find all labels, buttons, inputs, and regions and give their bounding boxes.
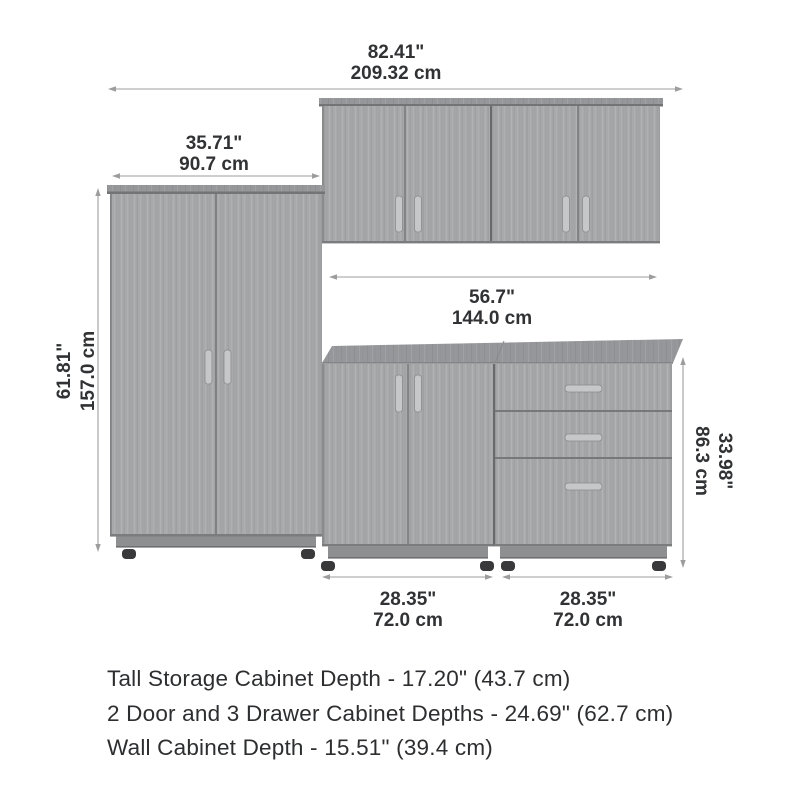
dim-label-cm: 72.0 cm [553, 610, 623, 631]
drawer-handle [565, 483, 602, 490]
dim-arrow [112, 173, 120, 178]
dim-center-span-width [329, 274, 657, 329]
drawer-handle [565, 385, 602, 392]
drawer-handle [565, 434, 602, 441]
tall-cabinet-top-shadow [107, 192, 325, 195]
tall-cabinet-right-edge [320, 194, 322, 536]
wall-cabinet-top-panel [319, 98, 663, 104]
dim-arrow [649, 274, 657, 279]
note-wall-cabinet-depth: Wall Cabinet Depth - 15.51" (39.4 cm) [107, 735, 493, 760]
dim-label-cm: 90.7 cm [179, 154, 249, 175]
cabinet-foot [321, 561, 335, 571]
dim-label-inches: 28.35" [379, 589, 437, 610]
dim-label-inches: 61.81" [54, 342, 75, 400]
base-two-door-cabinet [321, 364, 494, 571]
dim-arrow [680, 357, 685, 365]
dim-tall-cabinet-height [54, 188, 101, 552]
base-top-slab [322, 339, 683, 363]
dim-label-inches: 56.7" [469, 287, 515, 308]
dim-label-cm: 86.3 cm [691, 426, 712, 496]
three-drawer-cabinet-kickplate [500, 547, 667, 559]
cabinet-foot [480, 561, 494, 571]
cabinet-foot [122, 549, 136, 559]
wall-cabinet-door-gap-left [404, 106, 406, 243]
cabinet-foot [301, 549, 315, 559]
three-drawer-cabinet-right-edge [671, 364, 672, 546]
door-handle [563, 196, 570, 232]
dim-arrow [95, 188, 100, 196]
two-door-cabinet-door-gap [407, 364, 409, 546]
tall-cabinet-kickplate [116, 537, 316, 548]
dim-arrow [665, 574, 673, 579]
wall-cabinet-left-edge [322, 106, 324, 243]
tall-cabinet-door-gap [215, 194, 217, 536]
kickplate-shadow [116, 546, 316, 548]
dim-label-cm: 157.0 cm [78, 330, 99, 412]
door-handle [205, 350, 212, 384]
tall-cabinet-top-panel [107, 185, 325, 192]
drawer-gap-2 [495, 457, 672, 459]
two-door-cabinet-bottom-edge [322, 544, 494, 546]
wall-cabinet-center-divider [490, 106, 492, 243]
door-handle [583, 196, 590, 232]
tall-cabinet-bottom-edge [110, 534, 322, 537]
wall-cabinet-bottom-edge [322, 241, 660, 243]
two-door-cabinet-kickplate [328, 547, 488, 559]
depth-notes [107, 666, 673, 760]
cabinet-foot [652, 561, 666, 571]
dim-label-inches: 82.41" [367, 42, 425, 63]
door-handle [224, 350, 231, 384]
dim-arrow [502, 574, 510, 579]
wall-cabinet-door-gap-right [577, 106, 579, 243]
drawer-gap-1 [495, 410, 672, 412]
dim-tall-cabinet-width [112, 133, 320, 179]
dim-base-cabinet-height [680, 357, 735, 568]
note-tall-storage-depth: Tall Storage Cabinet Depth - 17.20" (43.7 cm) [107, 666, 571, 691]
dim-three-drawer-cabinet-width [502, 574, 673, 631]
door-handle [415, 196, 422, 232]
dim-arrow [108, 86, 116, 91]
base-cabinet-divider [493, 364, 495, 546]
tall-cabinet-left-edge [110, 194, 112, 536]
dim-label-inches: 33.98" [714, 432, 735, 490]
dim-label-cm: 72.0 cm [373, 610, 443, 631]
kickplate-shadow [328, 557, 488, 559]
cabinet-foot [501, 561, 515, 571]
dim-label-cm: 144.0 cm [451, 308, 533, 329]
dim-arrow [95, 544, 100, 552]
note-door-drawer-depth: 2 Door and 3 Drawer Cabinet Depths - 24.69" (62.7 cm) [107, 701, 674, 726]
dim-arrow [322, 574, 330, 579]
tall-storage-cabinet [107, 185, 325, 559]
two-door-cabinet-left-edge [322, 364, 324, 546]
dim-label-inches: 35.71" [185, 133, 243, 154]
dim-two-door-cabinet-width [322, 574, 493, 631]
door-handle [396, 375, 403, 412]
dim-overall-width [108, 42, 683, 92]
door-handle [415, 375, 422, 412]
dim-arrow [312, 173, 320, 178]
dim-label-cm: 209.32 cm [350, 63, 442, 84]
door-handle [396, 196, 403, 232]
kickplate-shadow [500, 557, 667, 559]
dim-arrow [680, 560, 685, 568]
dim-label-inches: 28.35" [559, 589, 617, 610]
dim-arrow [485, 574, 493, 579]
wall-cabinet [319, 98, 663, 243]
three-drawer-cabinet-bottom-edge [494, 544, 672, 546]
base-three-drawer-cabinet [493, 364, 672, 571]
wall-cabinet-right-edge [659, 106, 660, 243]
dim-arrow [329, 274, 337, 279]
dim-arrow [675, 86, 683, 91]
base-cabinets-top [322, 339, 683, 363]
